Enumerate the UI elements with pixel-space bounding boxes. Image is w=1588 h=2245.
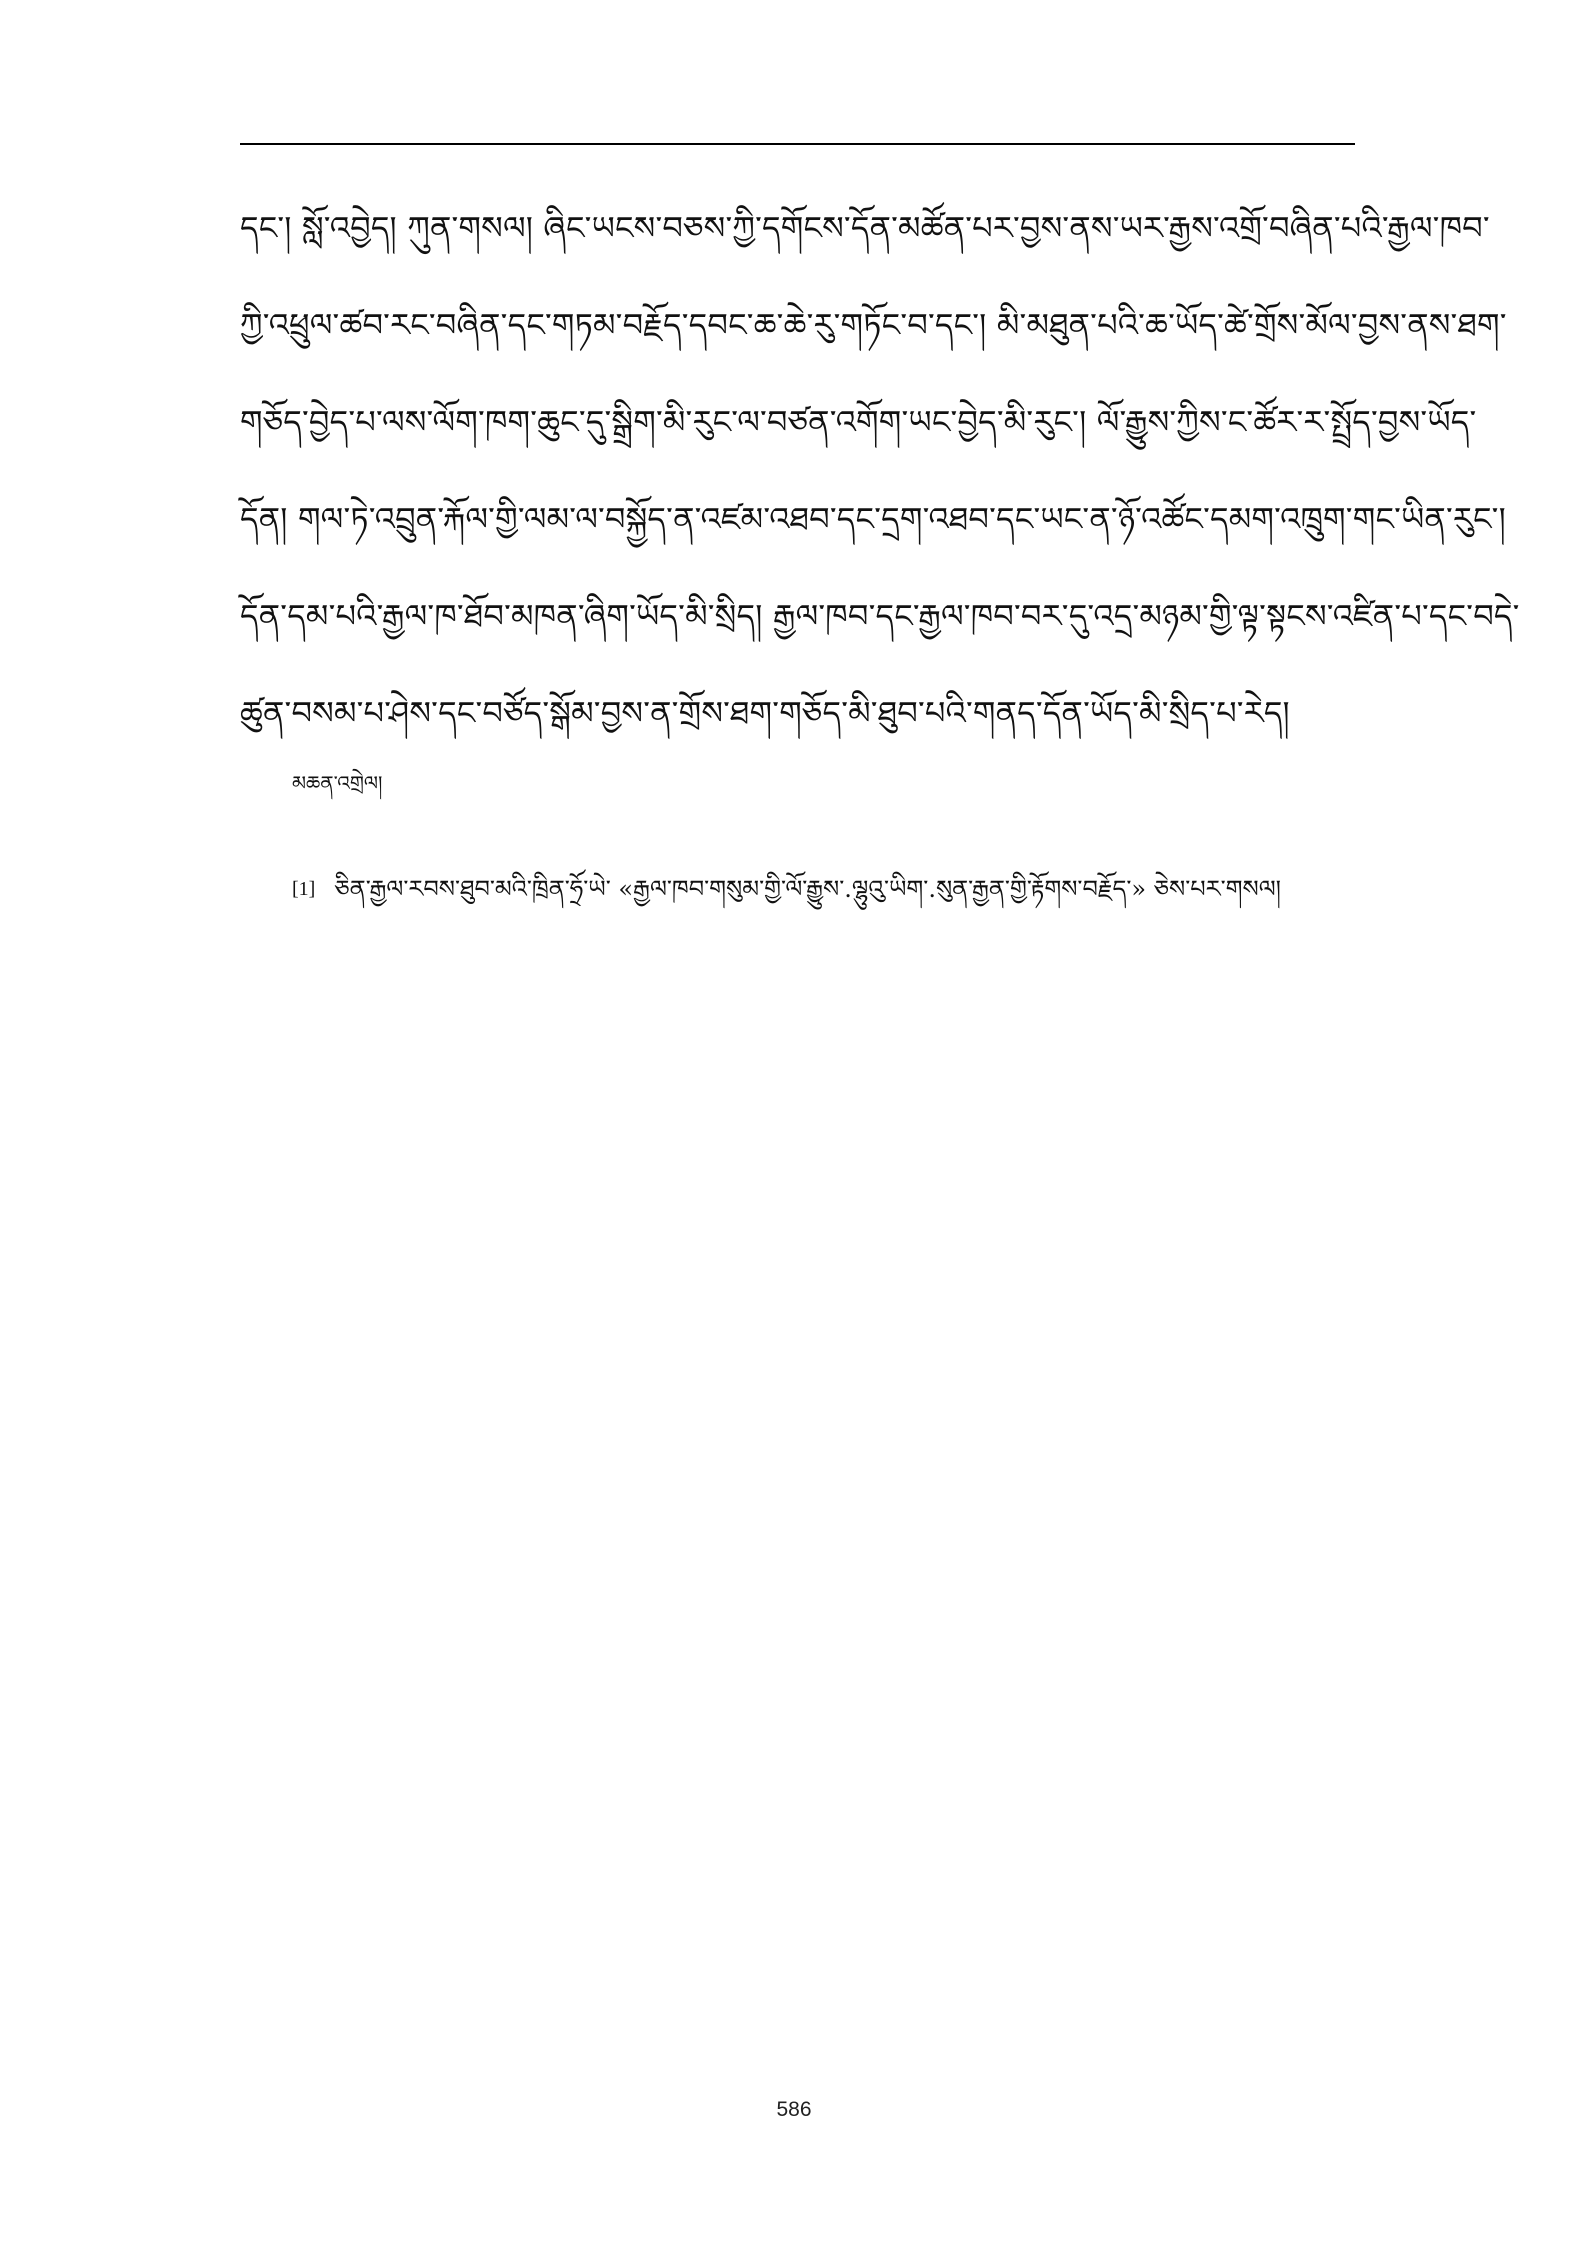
footnote-item — [292, 866, 1355, 911]
body-line: དོན། གལ་ཏེ་འབྲུན་རྐོལ་གྱི་ལམ་ལ་བསྐྱོད་ན་འཛམ་འཐབ་དང་དྲག་འཐབ་དང་ཡང་ན་ཉོ་འཚོང་དམག་འཁྲུག་གང་ཡིན་རུང་། — [240, 500, 1506, 538]
body-line: ཀྱི་འཕྲུལ་ཚབ་རང་བཞིན་དང་གཏམ་བརྗོད་དབང་ཆ་ཆེ་རུ་གཏོང་བ་དང་། མི་མཐུན་པའི་ཆ་ཡོད་ཚེ་གྲོས་མོལ་བྱས་ནས་ཐག་ — [240, 306, 1507, 344]
body-line: དོན་དམ་པའི་རྒྱལ་ཁ་ཐོབ་མཁན་ཞིག་ཡོད་མི་སྲིད། རྒྱལ་ཁབ་དང་རྒྱལ་ཁབ་བར་དུ་འདྲ་མཉམ་གྱི་ལྟ་སྟངས་འཛིན་པ་དང་བདེ་ — [240, 597, 1520, 635]
body-paragraph — [240, 190, 1520, 772]
footnote-text: ཅིན་རྒྱལ་རབས་ཐུབ་མའི་ཁྲིན་ཧྲོ་ཡེ་ «རྒྱལ་ཁབ་གསུམ་གྱི་ལོ་རྒྱུས་.ལྷུའུ་ཡིག་.སུན་རྒྱན་གྱི་རྟོགས་བརྗོད་» ཅེས་པར་གསལ། — [334, 874, 1281, 903]
footnote-marker: [1] — [292, 877, 316, 900]
notes-heading: མཆན་འགྲེལ། — [292, 771, 383, 795]
body-line: ཚུན་བསམ་པ་ཤེས་དང་བཙོད་སྒོམ་བྱས་ན་གྲོས་ཐག་གཅོད་མི་ཐུབ་པའི་གནད་དོན་ཡོད་མི་སྲིད་པ་རེད། — [240, 694, 1290, 732]
body-line: དང༌། སློ་འབྱེད། ཀུན་གསལ། ཞིང་ཡངས་བཅས་ཀྱི་དགོངས་དོན་མཚོན་པར་བྱས་ནས་ཡར་རྒྱས་འགྲོ་བཞིན་པའི་རྒྱལ་ཁབ་ — [240, 209, 1490, 247]
page-number: 586 — [776, 2098, 812, 2121]
header-rule — [240, 143, 1355, 145]
body-line: གཅོད་བྱེད་པ་ལས་ལོག་ཁག་ཆུང་དུ་སྒྲིག་མི་རུང་ལ་བཙན་འགོག་ཡང་བྱེད་མི་རུང་། ལོ་རྒྱུས་ཀྱིས་ང་ཚོར་ར་སྤྲོད་བྱས་ཡོད་ — [240, 403, 1477, 441]
